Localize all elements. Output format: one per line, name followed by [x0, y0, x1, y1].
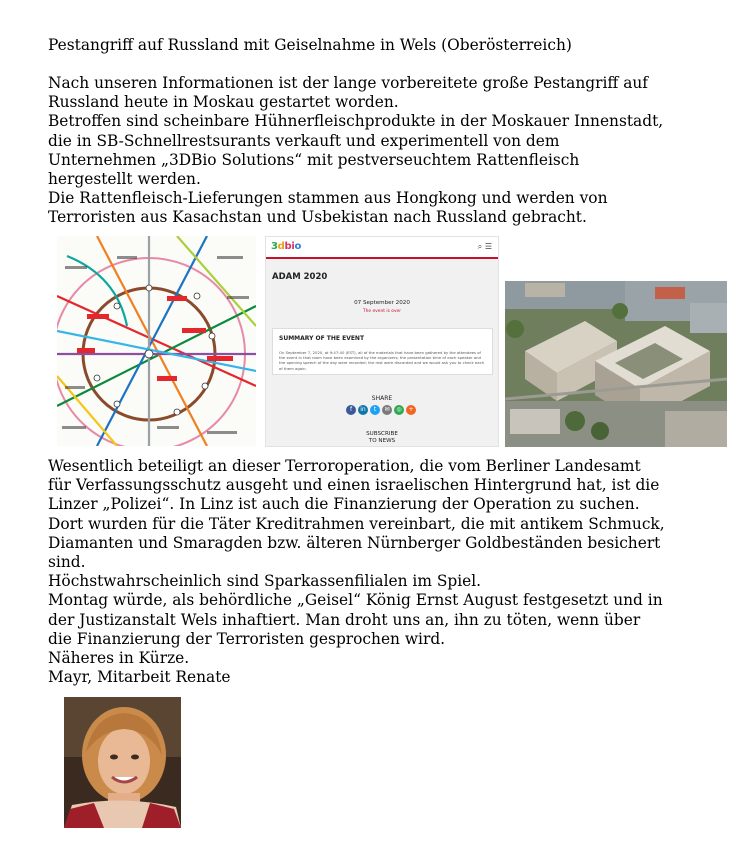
paragraph-main: Wesentlich beteiligt an dieser Terroroperation, die vom Berliner Landesamt für Verfassungsschutz ausgeht und einen israelischen Hintergrund hat, ist die Linzer „Polizei“. In Linz ist auch die Finanzierung der Operation zu suchen. Dort wurden für die Täter Kreditrahmen vereinbart, die mit antikem Schmuck, Diamanten und Smaragden bzw. älteren Nürnberger Goldbeständen besichert sind. Höchstwahrscheinlich sind Sparkassenfilialen im Spiel. Montag würde, als behördliche „Geisel“ König Ernst August festgesetzt und in der Justizanstalt Wels inhaftiert. Man droht uns an, ihn zu töten, wenn über die Finanzierung der Terroristen gesprochen wird. Näheres in Kürze. Mayr, Mitarbeit Renate — [48, 457, 665, 687]
paragraph-intro: Nach unseren Informationen ist der lange vorbereitete große Pestangriff auf Russland heute in Moskau gestartet worden. Betroffen sind scheinbare Hühnerfleischprodukte in der Moskauer Innenstadt, die in SB-Schnellrestsurants verkauft und experimentell von dem Unternehmen „3DBio Solutions“ mit pestverseuchtem Rattenfleisch hergestellt werden. Die Rattenfleisch-Lieferungen stammen aus Hongkong und werden von Terroristen aus Kasachstan und Usbekistan nach Russland gebracht. — [48, 74, 664, 227]
document-title: Pestangriff auf Russland mit Geiselnahme in Wels (Oberösterreich) — [48, 36, 572, 54]
event-status: The event is over — [362, 309, 402, 314]
portrait-image — [64, 697, 181, 828]
more-share-icon: + — [406, 405, 416, 415]
prison-aerial-image — [505, 281, 727, 447]
subscribe-link: SUBSCRIBE TO NEWS — [366, 431, 398, 444]
summary-heading: SUMMARY OF THE EVENT — [279, 335, 365, 342]
search-menu-icon: ⌕ ☰ — [477, 242, 492, 251]
linkedin-icon: in — [358, 405, 368, 415]
email-icon: ✉ — [382, 405, 392, 415]
share-buttons — [346, 405, 422, 415]
facebook-icon: f — [346, 405, 356, 415]
twitter-icon: t — [370, 405, 380, 415]
event-title: ADAM 2020 — [272, 272, 328, 282]
metro-map-image — [57, 236, 256, 446]
summary-card — [272, 328, 493, 375]
whatsapp-icon: ◎ — [394, 405, 404, 415]
website-logo: 3dbio — [271, 241, 302, 252]
website-header — [266, 237, 498, 259]
event-date: 07 September 2020 — [354, 300, 410, 306]
share-label: SHARE — [371, 395, 393, 402]
website-screenshot — [265, 236, 499, 447]
summary-text: On September 7, 2020, at 9:47:40 (EST), all of the materials that have been gathered by the attendees of the event in that room have been examined by the organizers; the presentation time of each speaker and the opening speech of the day were recorded; the rest were discarded and we would ask you to check each of them again. — [279, 350, 485, 371]
